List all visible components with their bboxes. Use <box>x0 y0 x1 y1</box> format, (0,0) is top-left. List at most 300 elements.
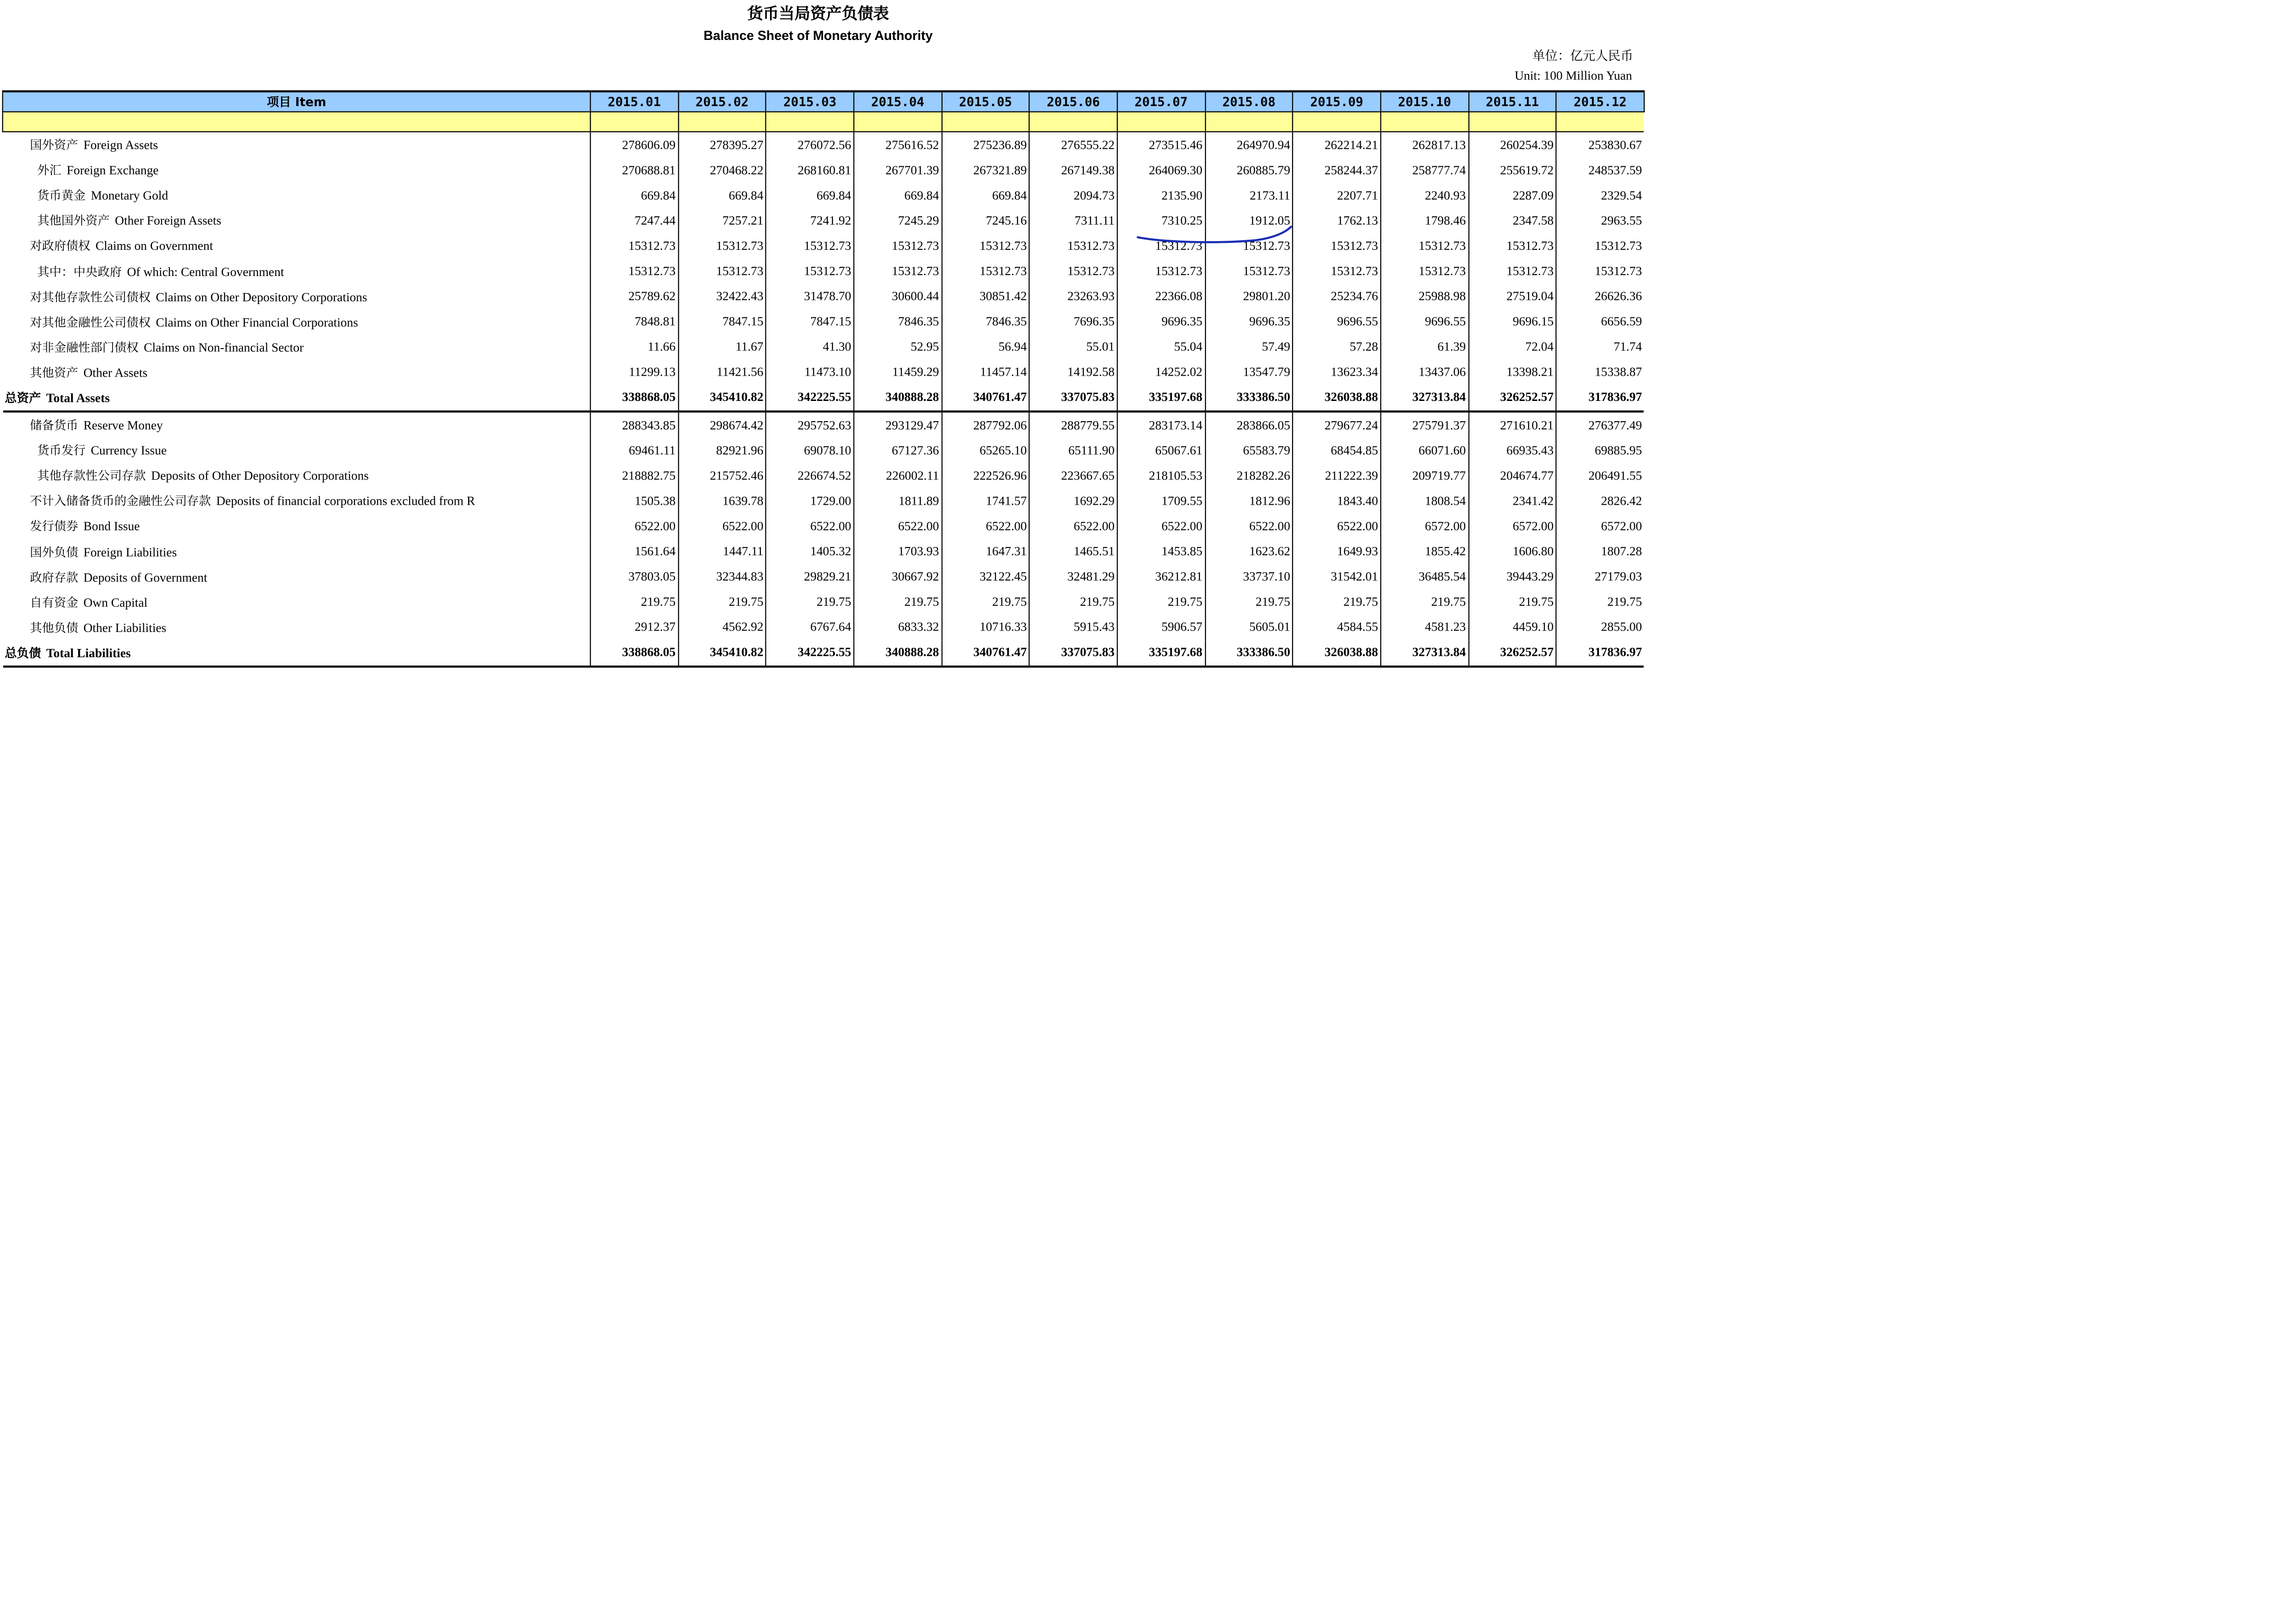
table-cell: 219.75 <box>1030 590 1117 615</box>
table-cell: 337075.83 <box>1030 385 1117 412</box>
table-cell: 326038.88 <box>1293 385 1380 412</box>
row-label-chinese: 储备货币 <box>30 417 79 433</box>
table-cell: 11459.29 <box>854 360 941 385</box>
table-cell: 15312.73 <box>1030 233 1117 259</box>
table-cell: 2341.42 <box>1469 489 1556 514</box>
table-cell: 6522.00 <box>942 514 1030 539</box>
table-cell: 33737.10 <box>1205 564 1293 590</box>
row-label-english: Foreign Exchange <box>67 163 159 178</box>
table-cell: 2855.00 <box>1556 615 1644 640</box>
table-cell: 219.75 <box>678 590 766 615</box>
table-cell: 326252.57 <box>1469 385 1556 412</box>
header-period: 2015.02 <box>678 91 766 112</box>
table-cell: 275616.52 <box>854 132 941 158</box>
table-cell: 13623.34 <box>1293 360 1380 385</box>
table-cell: 30600.44 <box>854 284 941 309</box>
table-cell: 219.75 <box>1556 590 1644 615</box>
table-cell: 65111.90 <box>1030 438 1117 463</box>
header-period: 2015.09 <box>1293 91 1380 112</box>
table-cell: 71.74 <box>1556 335 1644 360</box>
table-cell: 15312.73 <box>942 233 1030 259</box>
row-label <box>3 208 591 233</box>
table-cell: 1561.64 <box>591 539 678 564</box>
table-cell: 2826.42 <box>1556 489 1644 514</box>
table-cell: 264970.94 <box>1205 132 1293 158</box>
table-cell: 342225.55 <box>766 640 854 666</box>
table-cell: 255619.72 <box>1469 158 1556 183</box>
table-cell: 13398.21 <box>1469 360 1556 385</box>
row-label-chinese: 政府存款 <box>30 569 79 585</box>
table-cell: 6767.64 <box>766 615 854 640</box>
row-label <box>3 233 591 259</box>
table-cell: 1606.80 <box>1469 539 1556 564</box>
table-cell: 219.75 <box>1469 590 1556 615</box>
table-cell: 327313.84 <box>1381 640 1469 666</box>
table-cell: 283866.05 <box>1205 412 1293 438</box>
table-cell: 1692.29 <box>1030 489 1117 514</box>
table-cell: 9696.15 <box>1469 309 1556 334</box>
table-cell: 342225.55 <box>766 385 854 412</box>
table-cell: 67127.36 <box>854 438 941 463</box>
table-cell: 267149.38 <box>1030 158 1117 183</box>
table-cell: 1405.32 <box>766 539 854 564</box>
table-row <box>3 284 1644 309</box>
row-label-chinese: 其他负债 <box>30 620 79 635</box>
table-cell: 1649.93 <box>1293 539 1380 564</box>
table-cell: 6572.00 <box>1381 514 1469 539</box>
table-cell: 14192.58 <box>1030 360 1117 385</box>
table-cell: 32422.43 <box>678 284 766 309</box>
table-cell: 293129.47 <box>854 412 941 438</box>
table-cell: 15312.73 <box>1030 259 1117 284</box>
table-cell: 5605.01 <box>1205 615 1293 640</box>
table-cell: 57.49 <box>1205 335 1293 360</box>
table-cell: 57.28 <box>1293 335 1380 360</box>
table-cell: 56.94 <box>942 335 1030 360</box>
row-label-chinese: 总负债 <box>5 645 41 660</box>
row-label-chinese: 自有资金 <box>30 595 79 610</box>
table-cell: 72.04 <box>1469 335 1556 360</box>
table-cell: 283173.14 <box>1117 412 1205 438</box>
table-cell: 262214.21 <box>1293 132 1380 158</box>
table-cell: 41.30 <box>766 335 854 360</box>
table-cell: 4562.92 <box>678 615 766 640</box>
table-cell: 29801.20 <box>1205 284 1293 309</box>
table-cell: 15312.73 <box>1117 233 1205 259</box>
row-label <box>3 514 591 539</box>
row-label-chinese: 外汇 <box>37 163 62 178</box>
table-cell: 6522.00 <box>678 514 766 539</box>
table-cell: 275236.89 <box>942 132 1030 158</box>
table-cell: 226674.52 <box>766 463 854 488</box>
table-cell: 273515.46 <box>1117 132 1205 158</box>
table-cell: 287792.06 <box>942 412 1030 438</box>
row-label <box>3 183 591 208</box>
table-cell: 4584.55 <box>1293 615 1380 640</box>
table-cell: 1812.96 <box>1205 489 1293 514</box>
table-cell: 15338.87 <box>1556 360 1644 385</box>
table-cell: 2173.11 <box>1205 183 1293 208</box>
table-row <box>3 183 1644 208</box>
table-cell: 278606.09 <box>591 132 678 158</box>
table-cell: 25234.76 <box>1293 284 1380 309</box>
table-cell: 1912.05 <box>1205 208 1293 233</box>
table-cell: 219.75 <box>854 590 941 615</box>
table-cell: 2094.73 <box>1030 183 1117 208</box>
row-label-english: Of which: Central Government <box>127 264 284 279</box>
row-label <box>3 259 591 284</box>
row-label-english: Claims on Government <box>95 238 213 254</box>
table-cell: 7241.92 <box>766 208 854 233</box>
row-label <box>3 590 591 615</box>
table-cell: 288343.85 <box>591 412 678 438</box>
balance-sheet-table <box>2 90 1645 668</box>
table-cell: 14252.02 <box>1117 360 1205 385</box>
table-cell: 260885.79 <box>1205 158 1293 183</box>
row-label-chinese: 国外资产 <box>30 137 79 152</box>
header-period: 2015.08 <box>1205 91 1293 112</box>
table-row <box>3 514 1644 539</box>
table-row <box>3 564 1644 590</box>
table-cell: 13437.06 <box>1381 360 1469 385</box>
row-label-chinese: 其中：中央政府 <box>37 264 122 279</box>
table-cell: 15312.73 <box>591 233 678 259</box>
table-cell: 69078.10 <box>766 438 854 463</box>
table-cell: 278395.27 <box>678 132 766 158</box>
table-cell: 65583.79 <box>1205 438 1293 463</box>
table-cell: 52.95 <box>854 335 941 360</box>
row-label-english: Deposits of Government <box>83 569 208 585</box>
table-cell: 219.75 <box>591 590 678 615</box>
table-cell: 219.75 <box>1205 590 1293 615</box>
table-cell: 271610.21 <box>1469 412 1556 438</box>
table-cell: 2347.58 <box>1469 208 1556 233</box>
table-cell: 258777.74 <box>1381 158 1469 183</box>
table-cell: 65067.61 <box>1117 438 1205 463</box>
table-cell: 39443.29 <box>1469 564 1556 590</box>
table-cell: 1762.13 <box>1293 208 1380 233</box>
table-cell: 211222.39 <box>1293 463 1380 488</box>
table-cell: 5906.57 <box>1117 615 1205 640</box>
table-row <box>3 208 1644 233</box>
table-cell: 11299.13 <box>591 360 678 385</box>
table-cell: 6522.00 <box>591 514 678 539</box>
row-label-english: Other Liabilities <box>83 620 167 635</box>
table-row <box>3 259 1644 284</box>
table-cell: 1703.93 <box>854 539 941 564</box>
table-cell: 30667.92 <box>854 564 941 590</box>
table-cell: 6656.59 <box>1556 309 1644 334</box>
table-cell: 317836.97 <box>1556 385 1644 412</box>
row-label-english: Other Foreign Assets <box>115 213 221 228</box>
table-row <box>3 360 1644 385</box>
table-cell: 267701.39 <box>854 158 941 183</box>
table-cell: 11.67 <box>678 335 766 360</box>
table-cell: 345410.82 <box>678 385 766 412</box>
table-cell: 26626.36 <box>1556 284 1644 309</box>
table-row <box>3 640 1644 666</box>
table-cell: 15312.73 <box>1205 233 1293 259</box>
table-cell: 1729.00 <box>766 489 854 514</box>
table-cell: 295752.63 <box>766 412 854 438</box>
row-label-english: Deposits of financial corporations excluded from R <box>216 494 475 509</box>
table-cell: 1741.57 <box>942 489 1030 514</box>
table-cell: 7245.29 <box>854 208 941 233</box>
table-cell: 215752.46 <box>678 463 766 488</box>
row-label-english: Total Liabilities <box>46 645 131 660</box>
table-row <box>3 539 1644 564</box>
table-cell: 276072.56 <box>766 132 854 158</box>
table-cell: 669.84 <box>678 183 766 208</box>
table-cell: 1623.62 <box>1205 539 1293 564</box>
row-label <box>3 385 591 412</box>
table-cell: 226002.11 <box>854 463 941 488</box>
table-cell: 15312.73 <box>678 233 766 259</box>
row-label <box>3 335 591 360</box>
table-cell: 22366.08 <box>1117 284 1205 309</box>
row-label-english: Claims on Non-financial Sector <box>144 340 304 355</box>
table-cell: 1798.46 <box>1381 208 1469 233</box>
table-cell: 6833.32 <box>854 615 941 640</box>
table-cell: 36485.54 <box>1381 564 1469 590</box>
unit-label-chinese: 单位：亿元人民币 <box>1532 48 1633 63</box>
table-cell: 10716.33 <box>942 615 1030 640</box>
table-cell: 69885.95 <box>1556 438 1644 463</box>
table-cell: 326038.88 <box>1293 640 1380 666</box>
table-cell: 9696.35 <box>1205 309 1293 334</box>
table-cell: 7847.15 <box>678 309 766 334</box>
table-cell: 264069.30 <box>1117 158 1205 183</box>
table-row <box>3 463 1644 488</box>
row-label <box>3 438 591 463</box>
table-cell: 275791.37 <box>1381 412 1469 438</box>
table-cell: 209719.77 <box>1381 463 1469 488</box>
table-cell: 66935.43 <box>1469 438 1556 463</box>
table-cell: 219.75 <box>1381 590 1469 615</box>
table-cell: 340761.47 <box>942 640 1030 666</box>
header-period: 2015.04 <box>854 91 941 112</box>
table-cell: 15312.73 <box>1469 233 1556 259</box>
table-cell: 6572.00 <box>1556 514 1644 539</box>
table-cell: 29829.21 <box>766 564 854 590</box>
table-row <box>3 132 1644 158</box>
header-period: 2015.05 <box>942 91 1030 112</box>
row-label-english: Claims on Other Depository Corporations <box>156 289 367 304</box>
table-cell: 36212.81 <box>1117 564 1205 590</box>
table-cell: 15312.73 <box>678 259 766 284</box>
row-label <box>3 615 591 640</box>
table-cell: 31542.01 <box>1293 564 1380 590</box>
table-cell: 1639.78 <box>678 489 766 514</box>
table-cell: 9696.55 <box>1293 309 1380 334</box>
unit-label-english: Unit: 100 Million Yuan <box>1514 68 1632 83</box>
table-cell: 23263.93 <box>1030 284 1117 309</box>
row-label-chinese: 其他资产 <box>30 365 79 380</box>
table-cell: 338868.05 <box>591 640 678 666</box>
table-cell: 15312.73 <box>1293 233 1380 259</box>
table-cell: 15312.73 <box>1469 259 1556 284</box>
table-cell: 82921.96 <box>678 438 766 463</box>
row-label-chinese: 对非金融性部门债权 <box>30 340 139 355</box>
header-period: 2015.01 <box>591 91 678 112</box>
row-label-english: Other Assets <box>83 365 148 380</box>
row-label <box>3 539 591 564</box>
header-period: 2015.11 <box>1469 91 1556 112</box>
table-cell: 262817.13 <box>1381 132 1469 158</box>
table-cell: 7311.11 <box>1030 208 1117 233</box>
table-cell: 219.75 <box>766 590 854 615</box>
row-label-english: Monetary Gold <box>90 188 169 203</box>
table-cell: 206491.55 <box>1556 463 1644 488</box>
table-cell: 4459.10 <box>1469 615 1556 640</box>
row-label <box>3 158 591 183</box>
table-cell: 204674.77 <box>1469 463 1556 488</box>
table-cell: 298674.42 <box>678 412 766 438</box>
table-cell: 15312.73 <box>942 259 1030 284</box>
table-row <box>3 233 1644 259</box>
table-cell: 15312.73 <box>591 259 678 284</box>
table-cell: 270468.22 <box>678 158 766 183</box>
table-row <box>3 615 1644 640</box>
table-cell: 279677.24 <box>1293 412 1380 438</box>
table-cell: 6522.00 <box>1117 514 1205 539</box>
table-cell: 15312.73 <box>854 233 941 259</box>
table-cell: 15312.73 <box>1556 233 1644 259</box>
table-cell: 223667.65 <box>1030 463 1117 488</box>
table-cell: 32481.29 <box>1030 564 1117 590</box>
table-cell: 333386.50 <box>1205 640 1293 666</box>
table-cell: 68454.85 <box>1293 438 1380 463</box>
title-english: Balance Sheet of Monetary Authority <box>703 28 933 43</box>
table-cell: 15312.73 <box>1205 259 1293 284</box>
row-label-english: Foreign Liabilities <box>83 544 177 559</box>
table-cell: 345410.82 <box>678 640 766 666</box>
table-cell: 15312.73 <box>1381 259 1469 284</box>
table-cell: 270688.81 <box>591 158 678 183</box>
table-cell: 219.75 <box>1293 590 1380 615</box>
table-cell: 253830.67 <box>1556 132 1644 158</box>
table-cell: 15312.73 <box>766 259 854 284</box>
row-label <box>3 132 591 158</box>
table-cell: 340888.28 <box>854 385 941 412</box>
table-cell: 25988.98 <box>1381 284 1469 309</box>
table-cell: 5915.43 <box>1030 615 1117 640</box>
table-cell: 218105.53 <box>1117 463 1205 488</box>
header-period: 2015.07 <box>1117 91 1205 112</box>
table-cell: 219.75 <box>942 590 1030 615</box>
table-cell: 6522.00 <box>854 514 941 539</box>
table-cell: 25789.62 <box>591 284 678 309</box>
table-cell: 669.84 <box>942 183 1030 208</box>
table-cell: 669.84 <box>591 183 678 208</box>
table-cell: 260254.39 <box>1469 132 1556 158</box>
table-cell: 7846.35 <box>942 309 1030 334</box>
table-cell: 337075.83 <box>1030 640 1117 666</box>
table-cell: 335197.68 <box>1117 385 1205 412</box>
row-label-chinese: 对其他存款性公司债权 <box>30 289 151 304</box>
table-cell: 1647.31 <box>942 539 1030 564</box>
table-cell: 335197.68 <box>1117 640 1205 666</box>
table-cell: 27179.03 <box>1556 564 1644 590</box>
table-cell: 1811.89 <box>854 489 941 514</box>
row-label-chinese: 其他国外资产 <box>37 213 110 228</box>
table-cell: 55.04 <box>1117 335 1205 360</box>
header-period: 2015.10 <box>1381 91 1469 112</box>
table-cell: 7846.35 <box>854 309 941 334</box>
table-cell: 2207.71 <box>1293 183 1380 208</box>
table-cell: 15312.73 <box>1117 259 1205 284</box>
table-cell: 15312.73 <box>1381 233 1469 259</box>
row-label <box>3 412 591 438</box>
table-cell: 2912.37 <box>591 615 678 640</box>
header-period: 2015.03 <box>766 91 854 112</box>
row-label <box>3 309 591 334</box>
table-cell: 248537.59 <box>1556 158 1644 183</box>
title-chinese: 货币当局资产负债表 <box>747 4 889 23</box>
table-cell: 15312.73 <box>1293 259 1380 284</box>
table-cell: 218882.75 <box>591 463 678 488</box>
row-label-chinese: 货币黄金 <box>37 188 86 203</box>
table-cell: 317836.97 <box>1556 640 1644 666</box>
table-cell: 61.39 <box>1381 335 1469 360</box>
table-cell: 37803.05 <box>591 564 678 590</box>
table-row <box>3 158 1644 183</box>
table-cell: 2287.09 <box>1469 183 1556 208</box>
table-cell: 267321.89 <box>942 158 1030 183</box>
row-label-english: Deposits of Other Depository Corporations <box>151 468 369 484</box>
row-label <box>3 564 591 590</box>
header-period: 2015.12 <box>1556 91 1644 112</box>
table-cell: 1807.28 <box>1556 539 1644 564</box>
row-label-english: Total Assets <box>46 390 110 406</box>
row-label-english: Bond Issue <box>83 519 140 534</box>
row-label-chinese: 国外负债 <box>30 544 79 559</box>
table-cell: 7310.25 <box>1117 208 1205 233</box>
table-cell: 30851.42 <box>942 284 1030 309</box>
table-cell: 69461.11 <box>591 438 678 463</box>
table-cell: 340761.47 <box>942 385 1030 412</box>
row-label-english: Reserve Money <box>83 417 163 433</box>
table-cell: 7245.16 <box>942 208 1030 233</box>
table-cell: 7257.21 <box>678 208 766 233</box>
table-cell: 340888.28 <box>854 640 941 666</box>
row-label-english: Claims on Other Financial Corporations <box>156 315 358 330</box>
table-cell: 6522.00 <box>766 514 854 539</box>
table-cell: 15312.73 <box>1556 259 1644 284</box>
table-cell: 1709.55 <box>1117 489 1205 514</box>
table-cell: 31478.70 <box>766 284 854 309</box>
table-cell: 327313.84 <box>1381 385 1469 412</box>
table-cell: 1505.38 <box>591 489 678 514</box>
table-cell: 15312.73 <box>766 233 854 259</box>
table-row <box>3 489 1644 514</box>
table-cell: 15312.73 <box>854 259 941 284</box>
table-cell: 27519.04 <box>1469 284 1556 309</box>
table-row <box>3 335 1644 360</box>
table-cell: 7247.44 <box>591 208 678 233</box>
table-cell: 11457.14 <box>942 360 1030 385</box>
table-cell: 288779.55 <box>1030 412 1117 438</box>
row-label <box>3 284 591 309</box>
table-cell: 1453.85 <box>1117 539 1205 564</box>
row-label <box>3 489 591 514</box>
table-cell: 326252.57 <box>1469 640 1556 666</box>
table-cell: 1447.11 <box>678 539 766 564</box>
row-label-chinese: 货币发行 <box>37 443 86 458</box>
table-cell: 1465.51 <box>1030 539 1117 564</box>
table-cell: 11.66 <box>591 335 678 360</box>
table-cell: 1808.54 <box>1381 489 1469 514</box>
